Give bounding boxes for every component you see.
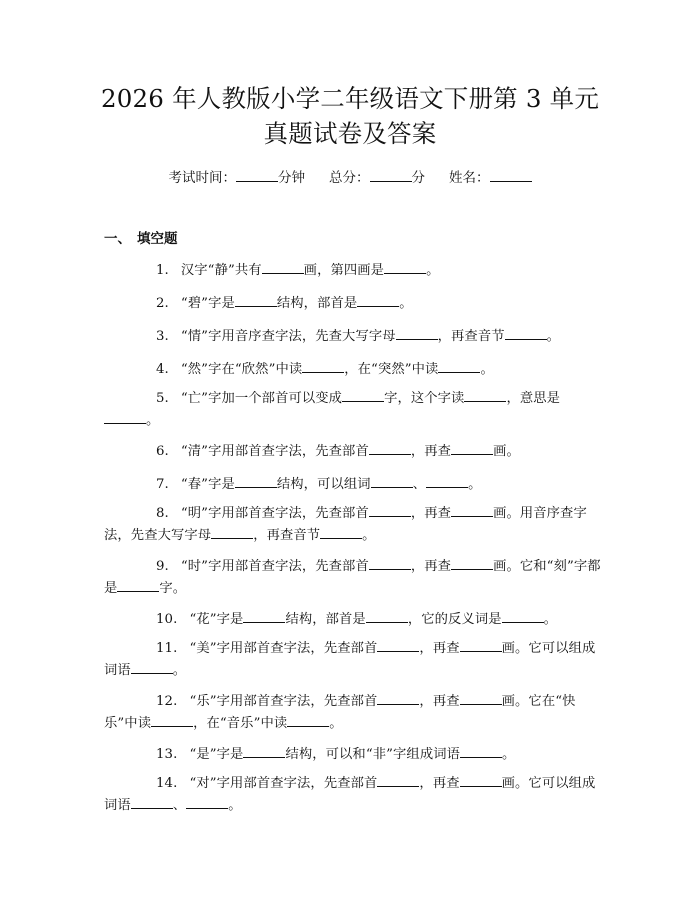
answer-blank[interactable] (371, 474, 413, 488)
question-text: “美”字用部首查字法，先查部首 (189, 641, 378, 656)
question-text: 画。它在“快乐”中读 (104, 694, 576, 731)
answer-blank[interactable] (369, 441, 411, 455)
question-number: 3. (156, 329, 169, 344)
question-text: 字，这个字读 (384, 391, 465, 406)
answer-blank[interactable] (357, 293, 399, 307)
question-text: 汉字“静”共有 (180, 263, 262, 278)
question-text: ，再查音节 (437, 329, 505, 344)
answer-blank[interactable] (369, 503, 411, 517)
question-text: 结构，可以组词 (276, 477, 371, 492)
question-number: 1. (156, 263, 169, 278)
answer-blank[interactable] (451, 556, 493, 570)
question-text: ，再查 (419, 776, 460, 791)
exam-time-unit: 分钟 (278, 170, 305, 186)
question-item (104, 638, 602, 682)
answer-blank[interactable] (320, 525, 362, 539)
question-number: 9. (156, 559, 169, 574)
answer-blank[interactable] (384, 260, 426, 274)
question-text: ，再查 (410, 444, 452, 459)
question-text: 结构，部首是 (285, 612, 366, 627)
question-item (104, 293, 602, 315)
question-text: ，在“音乐”中读 (193, 716, 288, 731)
question-text: ，再查 (419, 694, 460, 709)
question-item (104, 388, 602, 432)
answer-blank[interactable] (104, 410, 146, 424)
answer-blank[interactable] (131, 795, 173, 809)
question-number: 11. (156, 641, 178, 656)
question-text: 、 (172, 798, 187, 813)
answer-blank[interactable] (396, 326, 438, 340)
answer-blank[interactable] (460, 744, 502, 758)
exam-name-label: 姓名： (449, 170, 490, 186)
question-text: 。 (468, 477, 482, 492)
question-text: “亡”字加一个部首可以变成 (180, 391, 343, 406)
answer-blank[interactable] (131, 660, 173, 674)
question-text: ，再查 (410, 559, 452, 574)
question-text: 。 (426, 263, 440, 278)
question-text: 。 (228, 798, 242, 813)
question-text: “春”字是 (180, 477, 235, 492)
question-text: 。 (362, 528, 376, 543)
question-text: 画，第四画是 (303, 263, 385, 278)
answer-blank[interactable] (460, 691, 502, 705)
question-number: 2. (156, 296, 169, 311)
answer-blank[interactable] (505, 326, 547, 340)
exam-name-blank[interactable] (490, 168, 532, 182)
page-title-line1: 2026 年人教版小学二年级语文下册第 3 单元 (100, 84, 600, 113)
answer-blank[interactable] (235, 293, 277, 307)
answer-blank[interactable] (302, 359, 344, 373)
question-text: 。 (480, 362, 494, 377)
question-text: 。 (329, 716, 343, 731)
answer-blank[interactable] (287, 713, 329, 727)
answer-blank[interactable] (451, 503, 493, 517)
question-text: “清”字用部首查字法，先查部首 (180, 444, 369, 459)
question-text: ，再查音节 (253, 528, 321, 543)
answer-blank[interactable] (342, 388, 384, 402)
question-number: 14. (156, 776, 178, 791)
question-text: 画。 (493, 444, 520, 459)
exam-info-line (0, 168, 700, 188)
question-text: 画。它可以组成词语 (104, 641, 596, 678)
answer-blank[interactable] (151, 713, 193, 727)
section-title: 填空题 (137, 231, 178, 247)
question-text: 画。用音序查字法，先查大写字母 (104, 506, 587, 543)
question-text: “碧”字是 (180, 296, 235, 311)
question-number: 12. (156, 694, 178, 709)
question-number: 5. (156, 391, 169, 406)
question-text: “对”字用部首查字法，先查部首 (189, 776, 378, 791)
question-text: ，再查 (410, 506, 452, 521)
question-text: 。 (399, 296, 413, 311)
question-item (104, 441, 602, 463)
question-item (104, 609, 602, 631)
answer-blank[interactable] (426, 474, 468, 488)
question-item (104, 503, 602, 547)
question-number: 13. (156, 747, 178, 762)
question-text: “明”字用部首查字法，先查部首 (180, 506, 369, 521)
question-text: 、 (412, 477, 427, 492)
answer-blank[interactable] (235, 474, 277, 488)
question-text: 。 (172, 663, 187, 678)
exam-score-unit: 分 (411, 170, 425, 186)
answer-blank[interactable] (451, 441, 493, 455)
question-text: 结构，可以和“非”字组成词语 (285, 747, 461, 762)
question-text: 。 (502, 747, 516, 762)
question-item (104, 744, 602, 766)
exam-time-label: 考试时间： (168, 170, 236, 186)
question-item (104, 326, 602, 348)
question-text: “花”字是 (189, 612, 244, 627)
question-text: 。 (146, 413, 160, 428)
question-number: 7. (156, 477, 169, 492)
exam-time-blank[interactable] (236, 168, 278, 182)
answer-blank[interactable] (262, 260, 304, 274)
answer-blank[interactable] (243, 609, 285, 623)
question-text: ，意思是 (506, 391, 561, 406)
question-text: ，它的反义词是 (407, 612, 502, 627)
question-text: “时”字用部首查字法，先查部首 (180, 559, 369, 574)
question-item (104, 773, 602, 817)
question-item (104, 260, 602, 282)
answer-blank[interactable] (502, 609, 544, 623)
question-text: ，在“突然”中读 (344, 362, 439, 377)
question-text: 画。它和“刻”字都是 (104, 559, 601, 596)
section-heading (104, 229, 178, 249)
answer-blank[interactable] (369, 556, 411, 570)
question-text: 结构，部首是 (276, 296, 358, 311)
question-text: “情”字用音序查字法，先查大写字母 (180, 329, 396, 344)
question-text: “乐”字用部首查字法，先查部首 (189, 694, 378, 709)
answer-blank[interactable] (211, 525, 253, 539)
question-text: 。 (543, 612, 558, 627)
question-item (104, 359, 602, 381)
answer-blank[interactable] (117, 578, 159, 592)
answer-blank[interactable] (366, 609, 408, 623)
answer-blank[interactable] (377, 773, 419, 787)
exam-score-label: 总分： (329, 170, 370, 186)
question-number: 8. (156, 506, 169, 521)
exam-score-blank[interactable] (370, 168, 412, 182)
answer-blank[interactable] (438, 359, 480, 373)
question-text: ，再查 (419, 641, 460, 656)
question-item (104, 474, 602, 496)
page-title-line2: 真题试卷及答案 (263, 119, 437, 148)
question-text: “是”字是 (189, 747, 244, 762)
question-number: 10. (156, 612, 178, 627)
question-number: 4. (156, 362, 169, 377)
answer-blank[interactable] (377, 691, 419, 705)
question-text: 字。 (159, 581, 187, 596)
answer-blank[interactable] (243, 744, 285, 758)
answer-blank[interactable] (186, 795, 228, 809)
answer-blank[interactable] (460, 638, 502, 652)
question-number: 6. (156, 444, 169, 459)
question-item (104, 556, 602, 600)
section-number: 一、 (104, 231, 131, 247)
question-text: “然”字在“欣然”中读 (180, 362, 303, 377)
answer-blank[interactable] (464, 388, 506, 402)
question-text: 画。它可以组成词语 (104, 776, 596, 813)
question-item (104, 691, 602, 735)
answer-blank[interactable] (460, 773, 502, 787)
question-text: 。 (546, 329, 561, 344)
answer-blank[interactable] (377, 638, 419, 652)
